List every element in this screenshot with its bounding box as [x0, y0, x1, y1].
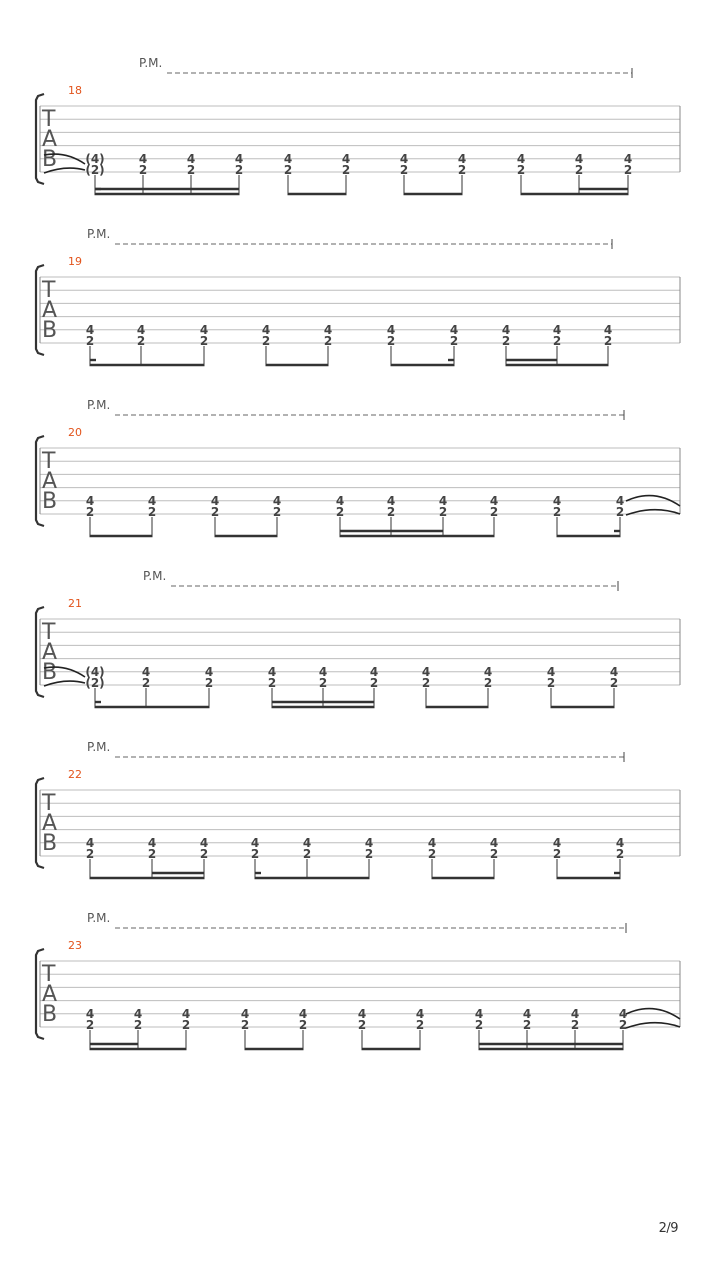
fret-number-bottom: 2 [234, 163, 244, 177]
fret-number-bottom: 2 [369, 676, 379, 690]
fret-number-bottom: 2 [199, 334, 209, 348]
fret-number-top: 4 [415, 1007, 425, 1021]
tab-clef-letter: B [42, 318, 58, 343]
tab-system [36, 569, 680, 707]
palm-mute-label: P.M. [87, 911, 111, 925]
fret-number-bottom: 2 [199, 847, 209, 861]
fret-number-top: 4 [298, 1007, 308, 1021]
tab-system [36, 227, 680, 365]
fret-number-bottom: 2 [552, 505, 562, 519]
bar-number: 20 [68, 426, 82, 439]
fret-number-top: 4 [323, 323, 333, 337]
tab-clef-letter: T [42, 791, 56, 816]
fret-number-bottom: 2 [302, 847, 312, 861]
fret-number-top: 4 [399, 152, 409, 166]
fret-number-bottom: 2 [133, 1018, 143, 1032]
fret-number-bottom: 2 [552, 847, 562, 861]
fret-number-bottom: 2 [335, 505, 345, 519]
tab-system [36, 911, 680, 1049]
fret-number-top: 4 [615, 494, 625, 508]
fret-number-top: 4 [457, 152, 467, 166]
palm-mute-label: P.M. [87, 227, 111, 241]
fret-number-bottom: 2 [415, 1018, 425, 1032]
fret-number-bottom: 2 [85, 505, 95, 519]
fret-number-bottom: 2 [399, 163, 409, 177]
fret-number-top: 4 [272, 494, 282, 508]
tab-clef-letter: B [42, 147, 58, 172]
fret-number-top: 4 [552, 494, 562, 508]
fret-number-bottom: 2 [552, 334, 562, 348]
fret-number-top: 4 [615, 836, 625, 850]
tab-system [36, 398, 680, 536]
tab-clef-letter: A [42, 469, 58, 494]
fret-number-top: 4 [85, 323, 95, 337]
fret-number-top: 4 [618, 1007, 628, 1021]
fret-number-bottom: 2 [457, 163, 467, 177]
fret-number-top: 4 [136, 323, 146, 337]
tab-clef-letter: A [42, 298, 58, 323]
fret-number-bottom: (2) [85, 676, 105, 690]
tab-clef-letter: A [42, 811, 58, 836]
fret-number-bottom: 2 [386, 505, 396, 519]
fret-number-top: 4 [240, 1007, 250, 1021]
fret-number-bottom: 2 [615, 847, 625, 861]
bar-number: 23 [68, 939, 82, 952]
fret-number-top: 4 [147, 494, 157, 508]
fret-number-top: 4 [449, 323, 459, 337]
fret-number-top: 4 [489, 836, 499, 850]
fret-number-top: 4 [552, 323, 562, 337]
fret-number-bottom: 2 [272, 505, 282, 519]
fret-number-bottom: 2 [147, 505, 157, 519]
tab-system [36, 56, 680, 194]
fret-number-top: 4 [283, 152, 293, 166]
fret-number-top: 4 [181, 1007, 191, 1021]
tab-clef-letter: T [42, 107, 56, 132]
fret-number-top: 4 [267, 665, 277, 679]
fret-number-top: 4 [546, 665, 556, 679]
tab-clef-letter: A [42, 127, 58, 152]
fret-number-bottom: 2 [138, 163, 148, 177]
fret-number-top: 4 [574, 152, 584, 166]
tab-clef-letter: B [42, 1002, 58, 1027]
fret-number-bottom: 2 [438, 505, 448, 519]
fret-number-top: 4 [141, 665, 151, 679]
fret-number-bottom: 2 [147, 847, 157, 861]
fret-number-bottom: 2 [267, 676, 277, 690]
fret-number-bottom: 2 [618, 1018, 628, 1032]
fret-number-top: (4) [85, 152, 105, 166]
fret-number-bottom: 2 [449, 334, 459, 348]
fret-number-bottom: 2 [603, 334, 613, 348]
fret-number-bottom: 2 [85, 334, 95, 348]
fret-number-bottom: 2 [570, 1018, 580, 1032]
fret-number-bottom: 2 [483, 676, 493, 690]
fret-number-bottom: 2 [186, 163, 196, 177]
fret-number-top: 4 [369, 665, 379, 679]
fret-number-bottom: 2 [240, 1018, 250, 1032]
fret-number-bottom: 2 [141, 676, 151, 690]
palm-mute-label: P.M. [87, 398, 111, 412]
fret-number-top: 4 [318, 665, 328, 679]
fret-number-bottom: 2 [522, 1018, 532, 1032]
fret-number-top: 4 [138, 152, 148, 166]
fret-number-top: 4 [609, 665, 619, 679]
fret-number-top: 4 [85, 1007, 95, 1021]
fret-number-bottom: 2 [489, 505, 499, 519]
tab-clef-letter: T [42, 449, 56, 474]
fret-number-bottom: 2 [501, 334, 511, 348]
fret-number-bottom: 2 [85, 847, 95, 861]
fret-number-bottom: 2 [341, 163, 351, 177]
tab-clef-letter: A [42, 982, 58, 1007]
fret-number-bottom: 2 [210, 505, 220, 519]
bar-number: 22 [68, 768, 82, 781]
fret-number-top: 4 [522, 1007, 532, 1021]
fret-number-top: 4 [427, 836, 437, 850]
fret-number-bottom: 2 [574, 163, 584, 177]
bar-number: 19 [68, 255, 82, 268]
fret-number-bottom: 2 [489, 847, 499, 861]
fret-number-top: 4 [204, 665, 214, 679]
tab-clef-letter: T [42, 620, 56, 645]
fret-number-bottom: 2 [283, 163, 293, 177]
fret-number-top: 4 [147, 836, 157, 850]
tab-clef-letter: T [42, 278, 56, 303]
fret-number-bottom: 2 [609, 676, 619, 690]
fret-number-top: 4 [210, 494, 220, 508]
fret-number-top: 4 [133, 1007, 143, 1021]
page-number: 2/9 [658, 1221, 678, 1236]
fret-number-bottom: 2 [474, 1018, 484, 1032]
palm-mute-label: P.M. [139, 56, 163, 70]
fret-number-top: 4 [489, 494, 499, 508]
fret-number-top: 4 [302, 836, 312, 850]
fret-number-top: 4 [85, 494, 95, 508]
fret-number-top: 4 [250, 836, 260, 850]
fret-number-top: 4 [603, 323, 613, 337]
fret-number-bottom: 2 [421, 676, 431, 690]
fret-number-top: 4 [386, 323, 396, 337]
palm-mute-label: P.M. [143, 569, 167, 583]
fret-number-top: 4 [186, 152, 196, 166]
tab-clef-letter: T [42, 962, 56, 987]
fret-number-top: 4 [386, 494, 396, 508]
bar-number: 18 [68, 84, 82, 97]
fret-number-bottom: 2 [623, 163, 633, 177]
tab-system [36, 740, 680, 878]
fret-number-top: 4 [364, 836, 374, 850]
fret-number-bottom: 2 [298, 1018, 308, 1032]
tab-clef-letter: B [42, 489, 58, 514]
fret-number-top: 4 [474, 1007, 484, 1021]
fret-number-bottom: 2 [615, 505, 625, 519]
tab-clef-letter: B [42, 831, 58, 856]
fret-number-bottom: 2 [318, 676, 328, 690]
fret-number-bottom: 2 [250, 847, 260, 861]
fret-number-top: 4 [421, 665, 431, 679]
fret-number-bottom: 2 [516, 163, 526, 177]
fret-number-bottom: 2 [323, 334, 333, 348]
fret-number-top: 4 [357, 1007, 367, 1021]
fret-number-top: 4 [623, 152, 633, 166]
fret-number-top: 4 [199, 836, 209, 850]
fret-number-top: 4 [234, 152, 244, 166]
fret-number-bottom: 2 [85, 1018, 95, 1032]
fret-number-bottom: 2 [386, 334, 396, 348]
fret-number-bottom: 2 [357, 1018, 367, 1032]
fret-number-bottom: 2 [546, 676, 556, 690]
fret-number-top: 4 [483, 665, 493, 679]
fret-number-bottom: (2) [85, 163, 105, 177]
palm-mute-label: P.M. [87, 740, 111, 754]
fret-number-top: 4 [552, 836, 562, 850]
fret-number-top: 4 [570, 1007, 580, 1021]
tab-clef-letter: B [42, 660, 58, 685]
bar-number: 21 [68, 597, 82, 610]
fret-number-top: 4 [85, 836, 95, 850]
fret-number-bottom: 2 [181, 1018, 191, 1032]
fret-number-top: 4 [341, 152, 351, 166]
fret-number-bottom: 2 [136, 334, 146, 348]
fret-number-top: 4 [516, 152, 526, 166]
fret-number-top: 4 [438, 494, 448, 508]
fret-number-top: 4 [199, 323, 209, 337]
fret-number-bottom: 2 [427, 847, 437, 861]
fret-number-bottom: 2 [204, 676, 214, 690]
fret-number-top: (4) [85, 665, 105, 679]
fret-number-top: 4 [335, 494, 345, 508]
tab-clef-letter: A [42, 640, 58, 665]
fret-number-bottom: 2 [261, 334, 271, 348]
fret-number-bottom: 2 [364, 847, 374, 861]
fret-number-top: 4 [501, 323, 511, 337]
fret-number-top: 4 [261, 323, 271, 337]
